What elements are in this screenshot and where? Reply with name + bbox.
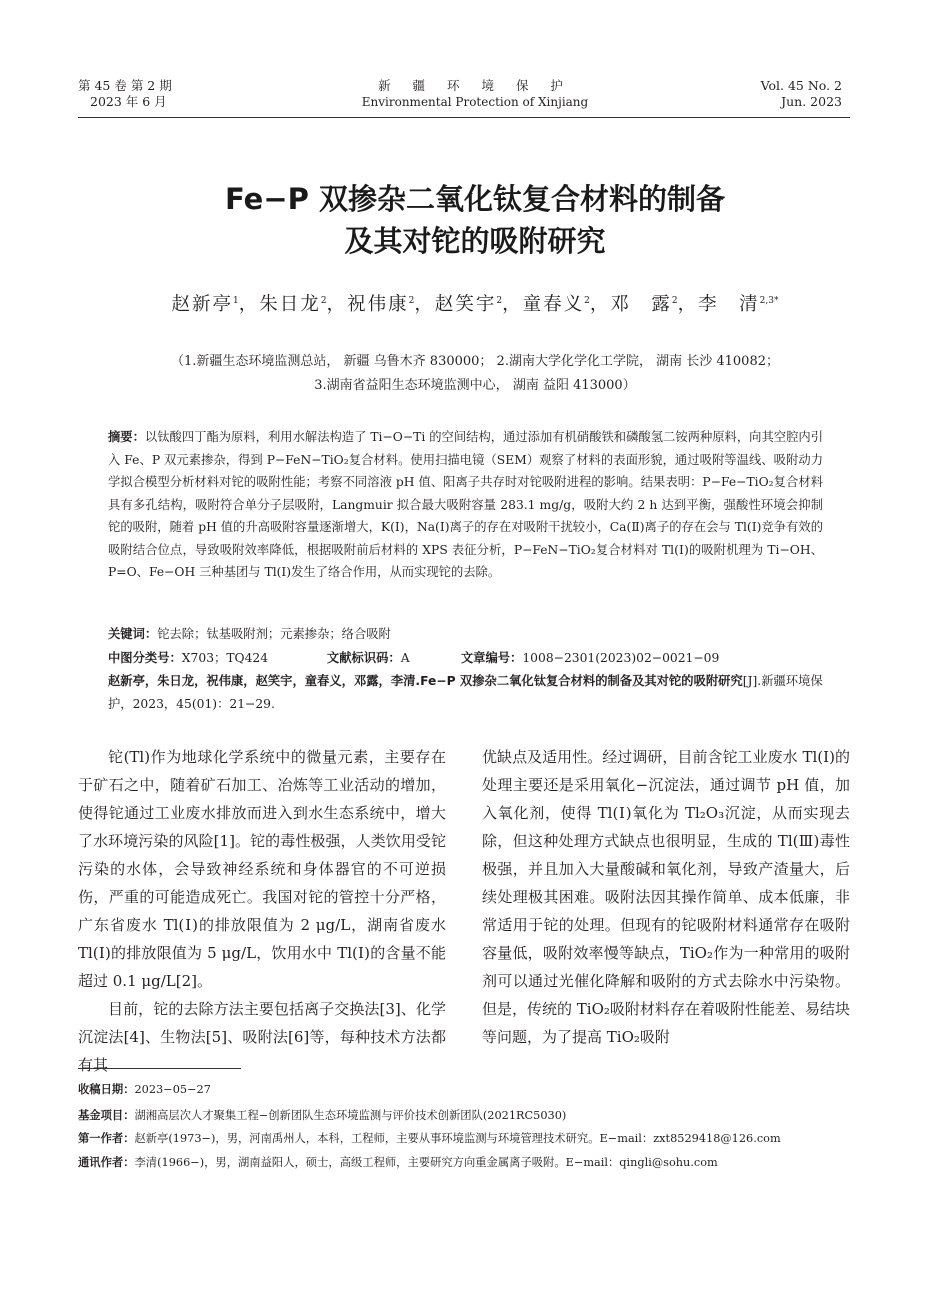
received-value: 2023−05−27 [134, 1083, 211, 1096]
received-label: 收稿日期： [78, 1083, 135, 1096]
abstract [108, 426, 823, 584]
author-name: 赵笑宇 [434, 294, 497, 315]
affiliation-line-1: （1.新疆生态环境监测总站， 新疆 乌鲁木齐 830000； 2.湖南大学化学化工学院， 湖南 长沙 410082； [171, 354, 779, 369]
author-list: 赵新亭$^1$，朱日龙$^2$，祝伟康$^2$，赵笑宇$^2$，童春义$^2$，邓 露$^2$，李 清$^{2,3*}$ [171, 294, 779, 315]
author-name: 李 清 [698, 294, 760, 315]
volume-issue-en: Vol. 45 No. 2 [760, 78, 842, 93]
keywords [108, 623, 823, 645]
author-affiliation-marker: 2 [496, 295, 503, 306]
title-line-1: Fe−P 双掺杂二氧化钛复合材料的制备 [225, 182, 725, 216]
affiliation-line-2: 3.湖南省益阳生态环境监测中心， 湖南 益阳 413000） [314, 378, 636, 393]
abstract-label: 摘要： [108, 430, 145, 444]
first-author-label: 第一作者： [78, 1132, 135, 1145]
first-author-value: 赵新亭(1973−)，男，河南禹州人，本科，工程师，主要从事环境监测与环境管理技术研究。E−mail：zxt8529418@126.com [134, 1132, 781, 1145]
running-header-right [761, 78, 842, 110]
fund-label: 基金项目： [78, 1109, 135, 1122]
date-en: Jun. 2023 [781, 94, 842, 109]
header-divider [78, 117, 850, 118]
doc-code-value: A [400, 651, 410, 665]
article-no-label: 文章编号： [460, 651, 523, 665]
author-affiliation-marker: 2 [584, 295, 590, 306]
volume-issue-cn: 第 45 卷 第 2 期 [78, 78, 172, 93]
footnote-corresponding [78, 1155, 858, 1171]
body-paragraph: 铊(Tl)作为地球化学系统中的微量元素，主要存在于矿石之中，随着矿石加工、冶炼等工业活动的增加，使得铊通过工业废水排放而进入到水生态系统中，增大了水环境污染的风险[1]。铊的毒性极强，人类饮用受铊污染的水体，会导致神经系统和身体器官的不可逆损伤，严重的可能造成死亡。我国对铊的管控十分严格，广东省废水 Tl(Ⅰ)的排放限值为 2 μg/L，湖南省废水 Tl(Ⅰ)的排放限值为 5 μg/L，饮用水中 Tl(Ⅰ)的含量不能超过 0.1 μg/L[2]。 [78, 748, 446, 990]
body-column-left [78, 743, 446, 1079]
classification-line [108, 647, 823, 669]
clc-label: 中图分类号： [108, 651, 182, 665]
body-column-right [482, 743, 850, 1051]
author-affiliation-marker: 2 [320, 295, 327, 306]
citation-bold: 赵新亭，朱日龙，祝伟康，赵笑宇，童春义，邓露，李清.Fe−P 双掺杂二氧化钛复合材料的制备及其对铊的吸附研究 [108, 674, 743, 688]
doc-code-label: 文献标识码： [326, 651, 401, 665]
affiliations [0, 350, 950, 398]
author-affiliation-marker: 2 [408, 295, 415, 306]
title-line-2: 及其对铊的吸附研究 [344, 224, 606, 258]
journal-name-cn: 新 疆 环 境 保 护 [378, 78, 572, 93]
author-name: 邓 露 [610, 294, 672, 315]
citation [108, 670, 823, 715]
article-no-value: 1008−2301(2023)02−0021−09 [522, 651, 720, 665]
author-name: 祝伟康 [347, 294, 409, 315]
footnote-received [78, 1082, 858, 1098]
author-affiliation-marker: 1 [233, 295, 239, 306]
author-name: 朱日龙 [259, 294, 321, 315]
keywords-label: 关键词： [108, 627, 158, 641]
journal-name-en: Environmental Protection of Xinjiang [361, 95, 589, 109]
paper-title [0, 178, 950, 262]
author-affiliation-marker: 2,3* [759, 295, 779, 306]
corresponding-label: 通讯作者： [78, 1156, 135, 1169]
body-paragraph: 优缺点及适用性。经过调研，目前含铊工业废水 Tl(Ⅰ)的处理主要还是采用氧化−沉淀法，通过调节 pH 值，加入氧化剂，使得 Tl(Ⅰ)氧化为 Tl₂O₃沉淀，从而实现去除，但这种处理方式缺点也很明显，生成的 Tl(Ⅲ)毒性极强，并且加入大量酸碱和氧化剂，导致产渣量大，后续处理极其困难。吸附法因其操作简单、成本低廉，非常适用于铊的处理。但现有的铊吸附材料通常存在吸附容量低，吸附效率慢等缺点，TiO₂作为一种常用的吸附剂可以通过光催化降解和吸附的方式去除水中污染物。但是，传统的 TiO₂吸附材料存在着吸附性能差、易结块等问题，为了提高 TiO₂吸附 [482, 748, 850, 1046]
keywords-text: 铊去除；钛基吸附剂；元素掺杂；络合吸附 [157, 627, 391, 641]
corresponding-value: 李清(1966−)，男，湖南益阳人，硕士，高级工程师，主要研究方向重金属离子吸附。E−mail：qingli@sohu.com [134, 1156, 718, 1169]
abstract-text: 以钛酸四丁酯为原料，利用水解法构造了 Ti−O−Ti 的空间结构，通过添加有机硝酸铁和磷酸氢二铵两种原料，向其空腔内引入 Fe、P 双元素掺杂，得到 P−FeN−TiO₂复合材料。使用扫描电镜（SEM）观察了材料的表面形貌，通过吸附等温线、吸附动力学拟合模型分析材料对铊的吸附性能；考察不同溶液 pH 值、阳离子共存时对铊吸附进程的影响。结果表明：P−Fe−TiO₂复合材料具有多孔结构，吸附符合单分子层吸附，Langmuir 拟合最大吸附容量 283.1 mg/g，吸附大约 2 h 达到平衡，强酸性环境会抑制铊的吸附，随着 pH 值的升高吸附容量逐渐增大，K(Ⅰ)，Na(Ⅰ)离子的存在对吸附干扰较小，Ca(Ⅱ)离子的存在会与 Tl(Ⅰ)竞争有效的吸附结合位点，导致吸附效率降低，根据吸附前后材料的 XPS 表征分析，P−FeN−TiO₂复合材料对 Tl(Ⅰ)的吸附机理为 Ti−OH、P=O、Fe−OH 三种基团与 Tl(Ⅰ)发生了络合作用，从而实现铊的去除。 [108, 430, 823, 579]
citation-rest: [J].新疆环境保护，2023，45(01)：21−29. [108, 674, 823, 711]
footnote-divider [78, 1068, 241, 1069]
body-paragraph: 目前，铊的去除方法主要包括离子交换法[3]、化学沉淀法[4]、生物法[5]、吸附法[6]等，每种技术方法都有其 [78, 1000, 446, 1074]
footnote-first-author [78, 1131, 858, 1147]
author-affiliation-marker: 2 [671, 295, 678, 306]
footnote-fund [78, 1108, 858, 1124]
fund-value: 湖湘高层次人才聚集工程−创新团队生态环境监测与评价技术创新团队(2021RC5030) [134, 1109, 567, 1122]
author-name: 童春义 [522, 294, 585, 315]
author-name: 赵新亭 [171, 294, 234, 315]
clc-value: X703；TQ424 [181, 651, 269, 665]
date-cn: 2023 年 6 月 [90, 94, 167, 109]
